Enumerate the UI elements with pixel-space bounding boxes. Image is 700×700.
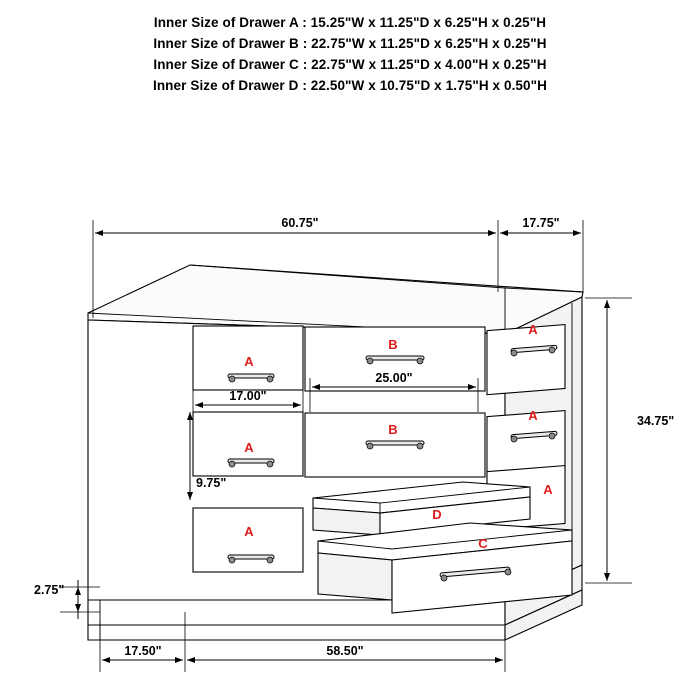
label-drawer-c: C (478, 536, 488, 551)
label-drawer-a1: A (244, 354, 254, 369)
label-drawer-b1: B (388, 337, 398, 352)
label-drawer-a3: A (244, 440, 254, 455)
dim-label-base-width: 58.50" (326, 644, 364, 658)
spec-line-b: Inner Size of Drawer B : 22.75"W x 11.25"D x 6.25"H x 0.25"H (153, 36, 547, 51)
dim-label-height-right: 34.75" (637, 414, 675, 428)
dim-top-depth (500, 216, 583, 292)
spec-line-a: Inner Size of Drawer A : 15.25"W x 11.25"D x 6.25"H x 0.25"H (153, 15, 547, 30)
drawer-front-a-top-right (487, 325, 565, 395)
label-drawer-a6: A (543, 482, 553, 497)
spec-line-c: Inner Size of Drawer C : 22.75"W x 11.25"D x 4.00"H x 0.25"H (153, 57, 547, 72)
label-drawer-a2: A (528, 322, 538, 337)
dim-label-base-depth: 17.50" (124, 644, 162, 658)
label-drawer-b2: B (388, 422, 398, 437)
dim-label-drawer-a-width: 17.00" (229, 389, 267, 403)
spec-line-d: Inner Size of Drawer D : 22.50"W x 10.75"D x 1.75"H x 0.50"H (152, 78, 548, 93)
label-drawer-d: D (432, 507, 442, 522)
dim-label-top-depth: 17.75" (522, 216, 560, 230)
dim-label-drawer-b-width: 25.00" (375, 371, 413, 385)
label-drawer-a5: A (244, 524, 254, 539)
dim-label-drawer-height: 9.75" (196, 476, 227, 490)
dim-label-base-height: 2.75" (34, 583, 65, 597)
label-drawer-a4: A (528, 408, 538, 423)
dim-height-right (585, 298, 674, 583)
dim-label-top-width: 60.75" (281, 216, 319, 230)
drawer-front-a3 (193, 508, 303, 572)
